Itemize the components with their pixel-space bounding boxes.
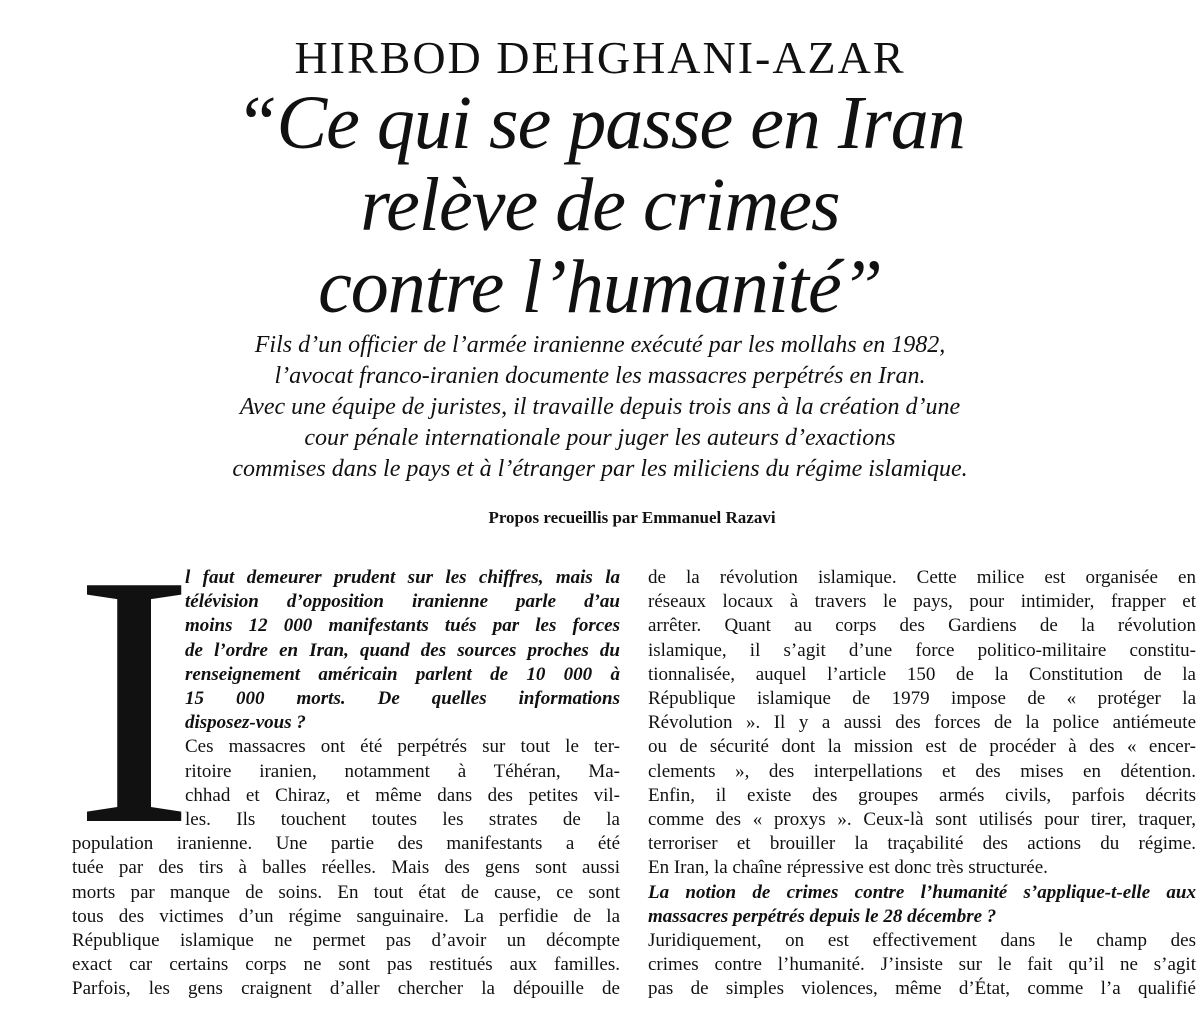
answer-line: tous des victimes d’un régime sanguinaire. La perfidie de la: [72, 905, 620, 927]
headline-line: “Ce qui se passe en Iran: [235, 81, 965, 165]
answer-line: clements », des interpellations et des mises en détention.: [648, 760, 1196, 782]
answer-line: comme des « proxys ». Ceux-là sont utilisés pour tirer, traquer,: [648, 809, 1196, 831]
right-column: [648, 566, 1196, 1002]
question-line: l faut demeurer prudent sur les chiffres, mais la: [185, 567, 620, 588]
answer-line: ou de sécurité dont la mission est de procéder à des « encer-: [648, 736, 1196, 758]
standfirst-line: cour pénale internationale pour juger les auteurs d’exactions: [304, 425, 896, 451]
answer-line: exact car certains corps ne sont pas restitués aux familles.: [72, 954, 620, 976]
answer-line: arrêter. Quant au corps des Gardiens de la révolution: [648, 615, 1196, 637]
answer-line: Parfois, les gens craignent d’aller chercher la dépouille de: [72, 978, 620, 1000]
answer-line: République islamique ne permet pas d’avoir un décompte: [72, 930, 620, 952]
answer-line: République islamique de 1979 impose de « protéger la: [648, 688, 1196, 710]
question-line: de l’ordre en Iran, quand des sources proches du: [185, 639, 620, 661]
answer-line: Ces massacres ont été perpétrés sur tout le ter-: [185, 736, 620, 758]
question-line: télévision d’opposition iranienne parle d’au: [185, 591, 620, 613]
standfirst-line: l’avocat franco-iranien documente les massacres perpétrés en Iran.: [274, 363, 926, 389]
answer-line: ritoire iranien, notamment à Téhéran, Ma-: [185, 760, 620, 782]
answer-line: Révolution ». Il y a aussi des forces de la police antiémeute: [648, 712, 1196, 734]
answer-line: les. Ils touchent toutes les strates de la: [185, 809, 620, 831]
answer-line: islamique, il s’agit d’une force politico-militaire constitu-: [648, 639, 1196, 661]
answer-line: de la révolution islamique. Cette milice est organisée en: [648, 567, 1196, 588]
question-line: 15 000 morts. De quelles informations: [185, 688, 620, 710]
question-line: renseignement américain parlent de 10 000 à: [185, 663, 620, 685]
answer-line: réseaux locaux à travers le pays, pour intimider, frapper et: [648, 591, 1196, 613]
standfirst-line: commises dans le pays et à l’étranger par les miliciens du régime islamique.: [232, 456, 968, 482]
drop-cap: I: [74, 500, 194, 899]
answer-line: crimes contre l’humanité. J’insiste sur le fait qu’il ne s’agit: [648, 954, 1196, 976]
byline: Propos recueillis par Emmanuel Razavi: [488, 508, 776, 527]
question-line: disposez-vous ?: [185, 712, 306, 734]
question-line: La notion de crimes contre l’humanité s’applique-t-elle aux: [648, 881, 1196, 903]
answer-line: Enfin, il existe des groupes armés civils, parfois décrits: [648, 784, 1196, 806]
answer-line: pas de simples violences, même d’État, comme l’a qualifié: [648, 978, 1196, 1000]
standfirst: [0, 330, 1200, 485]
answer-line: tionnalisée, auquel l’article 150 de la Constitution de la: [648, 663, 1196, 685]
standfirst-line: Avec une équipe de juristes, il travaille depuis trois ans à la création d’une: [239, 394, 961, 420]
headline: [0, 82, 1200, 328]
section-kicker: HIRBOD DEHGHANI-AZAR: [294, 32, 906, 83]
question-line: massacres perpétrés depuis le 28 décembre ?: [648, 905, 997, 927]
answer-line: tuée par des tirs à balles réelles. Mais des gens sont aussi: [72, 857, 620, 879]
left-column: [72, 500, 620, 1002]
answer-line: En Iran, la chaîne répressive est donc très structurée.: [648, 857, 1048, 879]
headline-line: contre l’humanité”: [318, 245, 882, 329]
answer-line: population iranienne. Une partie des manifestants a été: [72, 833, 620, 855]
headline-line: relève de crimes: [360, 163, 840, 247]
answer-line: chhad et Chiraz, et même dans des petites vil-: [185, 784, 620, 806]
answer-line: Juridiquement, on est effectivement dans le champ des: [648, 930, 1196, 952]
answer-line: morts par manque de soins. En tout état de cause, ce sont: [72, 881, 620, 903]
answer-line: terroriser et brouiller la traçabilité des actions du régime.: [648, 833, 1196, 855]
question-line: moins 12 000 manifestants tués par les forces: [185, 615, 620, 637]
standfirst-line: Fils d’un officier de l’armée iranienne exécuté par les mollahs en 1982,: [254, 332, 946, 358]
